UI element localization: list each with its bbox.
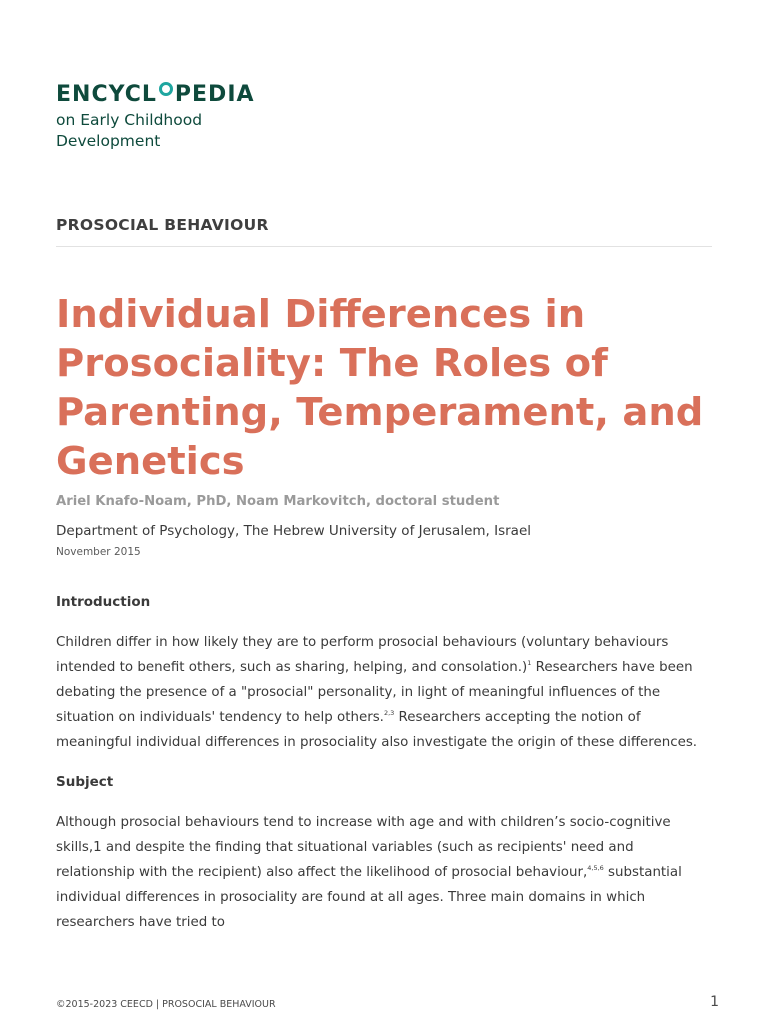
article-title: Individual Differences in Prosociality: The Roles of Parenting, Temperament, and Genetics — [56, 292, 704, 484]
introduction-heading: Introduction — [56, 594, 151, 610]
citation-ref: 4,5,6 — [587, 864, 604, 872]
page-footer: ©2015-2023 CEECD | PROSOCIAL BEHAVIOUR — [56, 999, 276, 1010]
logo-ring-icon — [159, 82, 173, 96]
introduction-paragraph — [56, 630, 716, 755]
page-number: 1 — [710, 994, 719, 1010]
logo-text-part1: ENCYCL — [56, 82, 157, 107]
logo-text-part2: PEDIA — [174, 82, 255, 107]
intro-text-1: Children differ in how likely they are to perform prosocial behaviours (voluntary behaviours intended to benefit others, such as sharing, helping, and consolation.) — [56, 635, 669, 675]
article-authors: Ariel Knafo-Noam, PhD, Noam Markovitch, doctoral student — [56, 494, 500, 509]
section-divider — [56, 246, 712, 247]
encyclopedia-logo — [56, 80, 255, 152]
publication-date: November 2015 — [56, 546, 141, 558]
citation-ref: 2,3 — [383, 709, 395, 717]
logo-subtitle-line1: on Early Childhood — [56, 111, 203, 129]
subject-text-1: Although prosocial behaviours tend to increase with age and with children’s socio-cognitive skills,1 and despite the finding that situational variables (such as recipients' need and relationship with the recipient) also affect the likelihood of prosocial behaviour, — [56, 815, 671, 880]
intro-text-2: Researchers have been debating the presence of a "prosocial" personality, in light of meaningful influences of the situation on individuals' tendency to help others. — [56, 660, 693, 725]
logo-subtitle-line2: Development — [56, 132, 161, 150]
intro-text-3: Researchers accepting the notion of meaningful individual differences in prosociality also investigate the origin of these differences. — [56, 710, 698, 750]
logo-wordmark — [56, 80, 255, 110]
author-affiliation: Department of Psychology, The Hebrew University of Jerusalem, Israel — [56, 523, 531, 539]
subject-heading: Subject — [56, 774, 114, 790]
citation-ref: 1 — [527, 659, 532, 667]
subject-paragraph — [56, 810, 716, 935]
subject-text-2: substantial individual differences in prosociality are found at all ages. Three main domains in which researchers have tried to — [56, 865, 682, 930]
section-label: PROSOCIAL BEHAVIOUR — [56, 216, 269, 234]
